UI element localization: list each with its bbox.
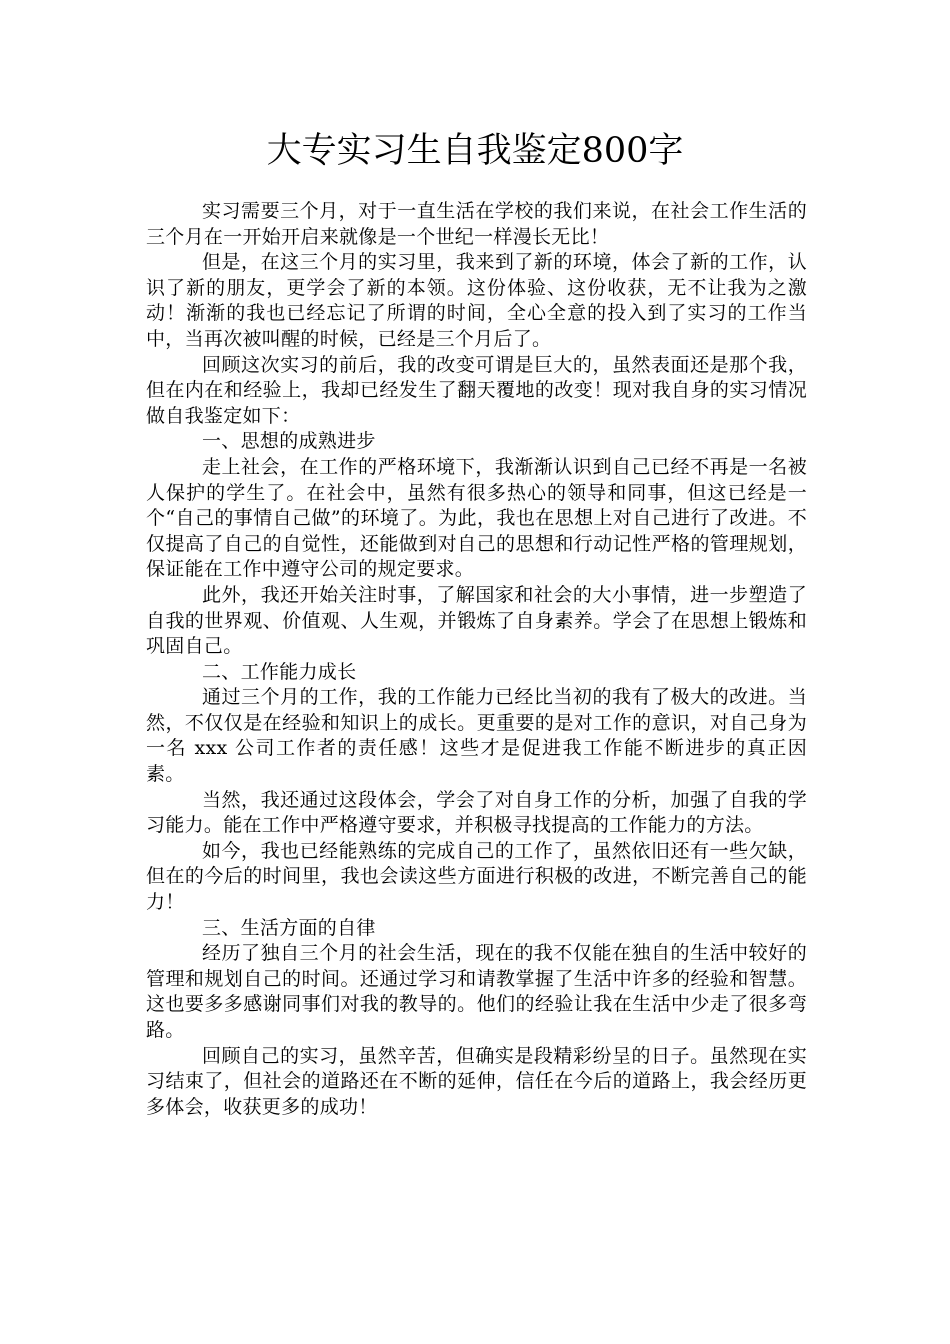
section-heading: 二、工作能力成长 (202, 660, 357, 683)
paragraph: 通过三个月的工作，我的工作能力已经比当初的我有了极大的改进。当然，不仅仅是在经验和知识上的成长。更重要的是对工作的意识，对自己身为一名 xxx 公司工作者的责任感！这些才是促进我工作能不断进步的真正因素。 (146, 686, 807, 786)
paragraph: 经历了独自三个月的社会生活，现在的我不仅能在独自的生活中较好的管理和规划自己的时间。还通过学习和请教掌握了生活中许多的经验和智慧。这也要多多感谢同事们对我的教导的。他们的经验让我在生活中少走了很多弯路。 (146, 942, 807, 1041)
section-heading: 一、思想的成熟进步 (202, 430, 376, 453)
paragraph: 当然，我还通过这段体会，学会了对自身工作的分析，加强了自我的学习能力。能在工作中严格遵守要求，并积极寻找提高的工作能力的方法。 (146, 788, 807, 837)
paragraph: 但是，在这三个月的实习里，我来到了新的环境，体会了新的工作，认识了新的朋友，更学会了新的本领。这份体验、这份收获，无不让我为之激动！渐渐的我也已经忘记了所谓的时间，全心全意的投入到了实习的工作当中，当再次被叫醒的时候，已经是三个月后了。 (146, 251, 807, 350)
paragraph: 走上社会，在工作的严格环境下，我渐渐认识到自己已经不再是一名被人保护的学生了。在社会中，虽然有很多热心的领导和同事，但这已经是一个“自己的事情自己做”的环境了。为此，我也在思想上对自己进行了改进。不仅提高了自己的自觉性，还能做到对自己的思想和行动记性严格的管理规划，保证能在工作中遵守公司的规定要求。 (146, 455, 807, 581)
paragraph: 回顾这次实习的前后，我的改变可谓是巨大的，虽然表面还是那个我，但在内在和经验上，我却已经发生了翻天覆地的改变！现对我自身的实习情况做自我鉴定如下： (146, 353, 807, 427)
paragraph: 回顾自己的实习，虽然辛苦，但确实是段精彩纷呈的日子。虽然现在实习结束了，但社会的道路还在不断的延伸，信任在今后的道路上，我会经历更多体会，收获更多的成功！ (146, 1044, 807, 1118)
paragraph: 如今，我也已经能熟练的完成自己的工作了，虽然依旧还有一些欠缺，但在的今后的时间里，我也会读这些方面进行积极的改进，不断完善自己的能力！ (146, 839, 807, 914)
section-heading: 三、生活方面的自律 (202, 916, 376, 939)
document-title: 大专实习生自我鉴定800字 (266, 131, 684, 171)
paragraph: 此外，我还开始关注时事，了解国家和社会的大小事情，进一步塑造了自我的世界观、价值观、人生观，并锻炼了自身素养。学会了在思想上锻炼和巩固自己。 (146, 583, 807, 658)
document-body (146, 199, 807, 1120)
paragraph: 实习需要三个月，对于一直生活在学校的我们来说，在社会工作生活的三个月在一开始开启来就像是一个世纪一样漫长无比！ (146, 200, 807, 248)
